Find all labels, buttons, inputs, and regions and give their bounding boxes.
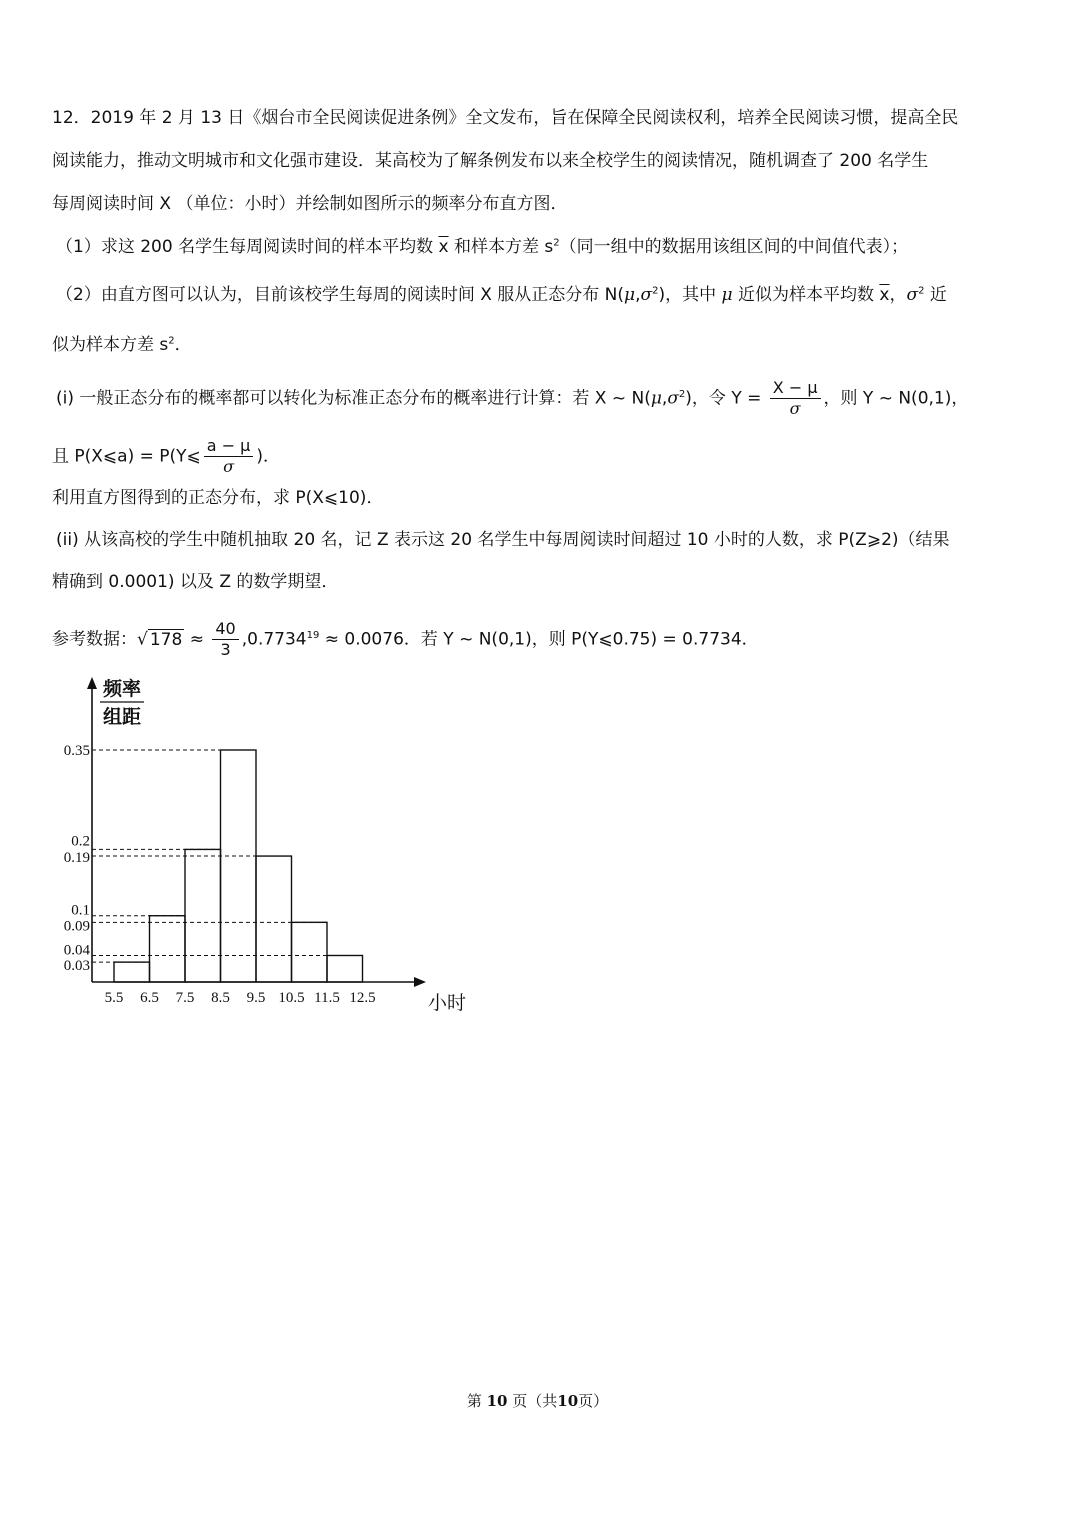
y-axis-label-top: 频率 [102, 678, 142, 700]
sub-question-ii-line-1: (ii) 从该高校的学生中随机抽取 20 名，记 Z 表示这 20 名学生中每周阅读时间超过 10 小时的人数，求 P(Z⩾2)（结果 [56, 530, 950, 550]
frequency-histogram [40, 665, 467, 1025]
histogram-bar [292, 922, 328, 982]
x-axis-arrow-icon [414, 977, 426, 987]
sub-question-i-line-1: (i) 一般正态分布的概率都可以转化为标准正态分布的概率进行计算：若 X ~ $N(\mu,\sigma^2)$，令 Y = $\frac{X - \mu}{\sigma}$ ，则 Y ~ N(0,1)， [56, 378, 969, 418]
question-1: （1）求这 200 名学生每周阅读时间的样本平均数 $\overline{x}$ 和样本方差 $s^2$（同一组中的数据用该组区间的中间值代表）； [56, 237, 909, 257]
x-tick-label: 9.5 [246, 990, 266, 1006]
question-2-line-1: （2）由直方图可以认为，目前该校学生每周的阅读时间 X 服从正态分布 $N(\mu,\sigma^2)$，其中 μ 近似为样本平均数 $\overline{x}$，$\sigma^2$ 近 [56, 285, 947, 305]
histogram-bar [256, 856, 292, 982]
sqrt-icon: √ [137, 629, 148, 650]
histogram-bar [327, 955, 363, 982]
x-axis-label: 小时 [428, 992, 467, 1014]
x-tick-label: 8.5 [211, 990, 230, 1006]
y-tick-label: 0.2 [71, 833, 90, 850]
probability-fraction: $\frac{a - \mu}{\sigma}$ [204, 436, 254, 477]
y-tick-label: 0.35 [63, 743, 90, 759]
histogram-bar [185, 849, 221, 982]
y-tick-label: 0.09 [63, 918, 90, 935]
x-tick-label: 10.5 [278, 990, 305, 1006]
reference-fraction: $\frac{40}{3}$ [212, 619, 238, 660]
reference-data: 参考数据：√ 178 ≈ $\frac{40}{3}$ $,0.7734^{19} \approx 0.0076$．若 Y ~ N(0,1)，则 P(Y⩽0.75) = 0.7734． [52, 619, 759, 659]
histogram-bar [221, 750, 257, 982]
x-tick-label: 6.5 [140, 990, 159, 1006]
problem-number: 12 [52, 108, 74, 128]
x-tick-label: 7.5 [175, 990, 195, 1006]
y-axis-label-bottom: 组距 [102, 706, 142, 728]
histogram-bar [150, 916, 186, 982]
y-tick-label: 0.19 [63, 850, 90, 867]
sub-question-ii-line-2: 精确到 0.0001) 以及 Z 的数学期望． [52, 572, 339, 592]
y-tick-label: 0.04 [63, 942, 90, 959]
sub-question-i-line-2: 且 P(X⩽a) = P(Y⩽ $\frac{a - \mu}{\sigma}$ )． [52, 436, 280, 476]
y-tick-label: 0.1 [71, 902, 90, 919]
intro-line-1: 12．2019 年 2 月 13 日《烟台市全民阅读促进条例》全文发布，旨在保障全民阅读权利，培养全民阅读习惯，提高全民 [52, 108, 959, 128]
x-tick-label: 5.5 [104, 990, 124, 1006]
page-footer: 第 10 页（共10页） [466, 1392, 609, 1410]
intro-line-2: 阅读能力，推动文明城市和文化强市建设．某高校为了解条例发布以来全校学生的阅读情况，随机调查了 200 名学生 [52, 151, 929, 171]
y-axis-arrow-icon [87, 677, 97, 689]
sample-mean-symbol: $\overline{x}$ [438, 237, 449, 257]
histogram-bar [114, 962, 150, 982]
sub-question-i-line-3: 利用直方图得到的正态分布，求 P(X⩽10)． [52, 488, 384, 508]
intro-line-3: 每周阅读时间 X （单位：小时）并绘制如图所示的频率分布直方图． [52, 194, 568, 214]
x-tick-label: 12.5 [349, 990, 376, 1006]
question-2-line-2: 似为样本方差 $s^2$． [52, 335, 192, 355]
y-tick-label: 0.03 [63, 958, 90, 975]
x-tick-label: 11.5 [314, 990, 340, 1006]
standardize-fraction: $\frac{X - \mu}{\sigma}$ [770, 378, 821, 419]
